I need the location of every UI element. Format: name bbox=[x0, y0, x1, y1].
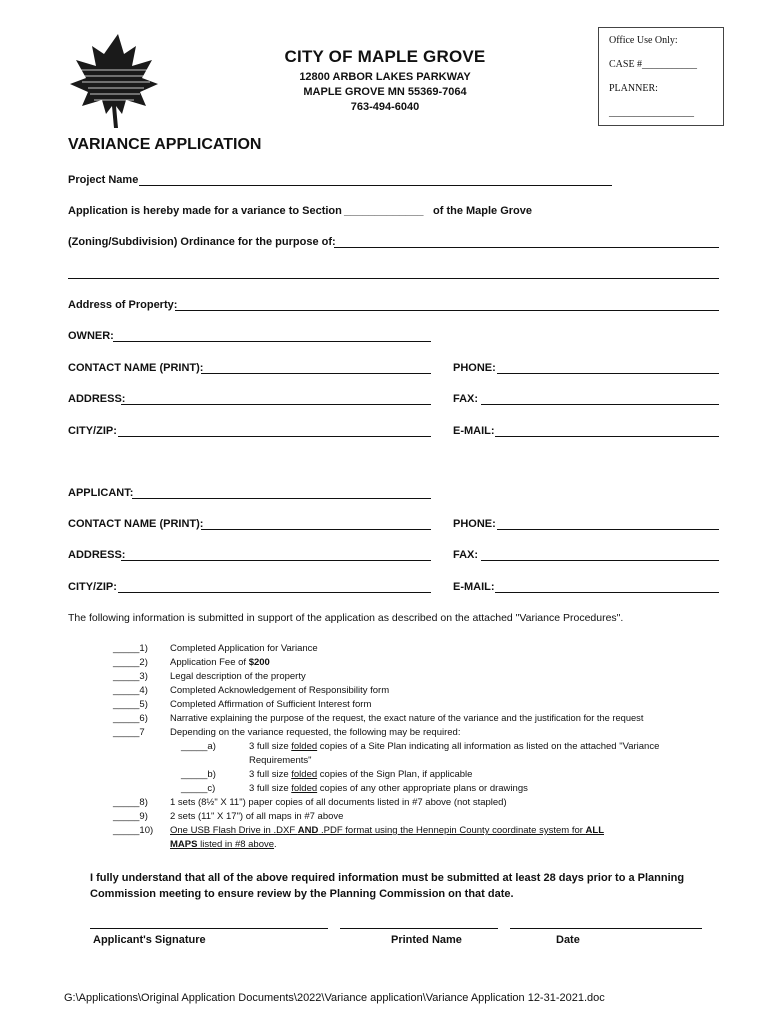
section-number-field[interactable]: _____________ bbox=[344, 205, 424, 217]
city-address-line1: 12800 ARBOR LAKES PARKWAY bbox=[299, 71, 471, 83]
checklist-item-5: Completed Affirmation of Sufficient Interest form bbox=[170, 699, 372, 710]
checklist-blank-1[interactable]: _____1) bbox=[113, 643, 148, 654]
checklist-blank-7c[interactable]: _____c) bbox=[181, 783, 216, 794]
checklist-blank-8[interactable]: _____8) bbox=[113, 797, 148, 808]
applicant-address-label: ADDRESS: bbox=[68, 549, 126, 561]
printed-name-field[interactable] bbox=[340, 928, 498, 929]
applicant-label: APPLICANT: bbox=[68, 487, 134, 499]
project-name-field[interactable] bbox=[139, 185, 612, 186]
checklist-item-7a: 3 full size folded copies of a Site Plan indicating all information as listed on the attached "Variance bbox=[249, 741, 660, 752]
purpose-label: (Zoning/Subdivision) Ordinance for the purpose of: bbox=[68, 236, 336, 248]
applicant-phone-field[interactable] bbox=[497, 529, 719, 530]
checklist-item-9: 2 sets (11" X 17") of all maps in #7 above bbox=[170, 811, 344, 822]
checklist-blank-4[interactable]: _____4) bbox=[113, 685, 148, 696]
applicant-email-field[interactable] bbox=[495, 592, 719, 593]
owner-phone-label: PHONE: bbox=[453, 362, 496, 374]
owner-field[interactable] bbox=[113, 341, 431, 342]
office-planner-label: PLANNER: bbox=[609, 83, 658, 94]
property-address-label: Address of Property: bbox=[68, 299, 178, 311]
owner-email-label: E-MAIL: bbox=[453, 425, 495, 437]
purpose-field-line2[interactable] bbox=[68, 278, 719, 279]
owner-fax-field[interactable] bbox=[481, 404, 719, 405]
applicant-address-field[interactable] bbox=[121, 560, 431, 561]
owner-label: OWNER: bbox=[68, 330, 114, 342]
footer-file-path: G:\Applications\Original Application Documents\2022\Variance application\Variance Application 12-31-2021.doc bbox=[64, 992, 605, 1004]
checklist-blank-7[interactable]: _____7 bbox=[113, 727, 145, 738]
applicant-cityzip-field[interactable] bbox=[118, 592, 431, 593]
applicant-phone-label: PHONE: bbox=[453, 518, 496, 530]
applicant-signature-label: Applicant's Signature bbox=[93, 934, 206, 946]
checklist-blank-2[interactable]: _____2) bbox=[113, 657, 148, 668]
form-title: VARIANCE APPLICATION bbox=[68, 136, 262, 153]
owner-cityzip-field[interactable] bbox=[118, 436, 431, 437]
owner-address-label: ADDRESS: bbox=[68, 393, 126, 405]
owner-email-field[interactable] bbox=[495, 436, 719, 437]
applicant-fax-label: FAX: bbox=[453, 549, 479, 561]
city-phone: 763-494-6040 bbox=[350, 101, 420, 113]
checklist-item-7: Depending on the variance requested, the following may be required: bbox=[170, 727, 461, 738]
checklist-blank-6[interactable]: _____6) bbox=[113, 713, 148, 724]
checklist-item-2: Application Fee of $200 bbox=[170, 657, 270, 668]
checklist-item-1: Completed Application for Variance bbox=[170, 643, 318, 654]
property-address-field[interactable] bbox=[175, 310, 719, 311]
applicant-field[interactable] bbox=[132, 498, 431, 499]
owner-fax-label: FAX: bbox=[453, 393, 479, 405]
date-label: Date bbox=[556, 934, 580, 946]
office-use-box bbox=[598, 27, 724, 126]
checklist-blank-9[interactable]: _____9) bbox=[113, 811, 148, 822]
application-suffix: of the Maple Grove bbox=[433, 205, 533, 217]
applicant-cityzip-label: CITY/ZIP: bbox=[68, 581, 117, 593]
city-address-line2: MAPLE GROVE MN 55369-7064 bbox=[303, 86, 467, 98]
checklist-item-3: Legal description of the property bbox=[170, 671, 306, 682]
checklist-blank-3[interactable]: _____3) bbox=[113, 671, 148, 682]
owner-address-field[interactable] bbox=[121, 404, 431, 405]
checklist-intro: The following information is submitted in support of the application as described on the attached "Variance Procedures". bbox=[68, 612, 624, 624]
checklist-blank-7a[interactable]: _____a) bbox=[181, 741, 216, 752]
applicant-fax-field[interactable] bbox=[481, 560, 719, 561]
office-planner-field[interactable]: _________________ bbox=[609, 107, 694, 118]
checklist-blank-7b[interactable]: _____b) bbox=[181, 769, 216, 780]
applicant-contact-field[interactable] bbox=[201, 529, 431, 530]
application-prefix: Application is hereby made for a variance to Section bbox=[68, 205, 342, 217]
applicant-signature-field[interactable] bbox=[90, 928, 328, 929]
owner-cityzip-label: CITY/ZIP: bbox=[68, 425, 117, 437]
project-name-label: Project Name bbox=[68, 174, 139, 186]
city-name: CITY OF MAPLE GROVE bbox=[284, 47, 486, 66]
checklist-blank-10[interactable]: _____10) bbox=[113, 825, 154, 836]
date-field[interactable] bbox=[510, 928, 702, 929]
owner-phone-field[interactable] bbox=[497, 373, 719, 374]
owner-contact-label: CONTACT NAME (PRINT): bbox=[68, 362, 204, 374]
office-case-field[interactable]: CASE #___________ bbox=[609, 59, 698, 70]
applicant-contact-label: CONTACT NAME (PRINT): bbox=[68, 518, 204, 530]
office-use-title: Office Use Only: bbox=[609, 35, 678, 46]
checklist-item-8: 1 sets (8½" X 11") paper copies of all documents listed in #7 above (not stapled) bbox=[170, 797, 507, 808]
owner-contact-field[interactable] bbox=[201, 373, 431, 374]
checklist-item-7c: 3 full size folded copies of any other appropriate plans or drawings bbox=[249, 783, 528, 794]
checklist-item-7a-cont: Requirements" bbox=[249, 755, 312, 766]
checklist-item-7b: 3 full size folded copies of the Sign Plan, if applicable bbox=[249, 769, 473, 780]
checklist-blank-5[interactable]: _____5) bbox=[113, 699, 148, 710]
checklist-item-10-cont: MAPS listed in #8 above. bbox=[170, 839, 277, 850]
checklist-item-10: One USB Flash Drive in .DXF AND .PDF format using the Hennepin County coordinate system for ALL bbox=[170, 825, 605, 836]
acknowledgement-statement: I fully understand that all of the above required information must be submitted at least 28 days prior to a Planning Commission meeting to ensure review by the Planning Commission on that date. bbox=[90, 872, 685, 900]
checklist-item-6: Narrative explaining the purpose of the request, the exact nature of the variance and the justification for the request bbox=[170, 713, 644, 723]
applicant-email-label: E-MAIL: bbox=[453, 581, 495, 593]
application-fee: $200 bbox=[248, 657, 270, 668]
purpose-field[interactable] bbox=[334, 247, 719, 248]
checklist-item-4: Completed Acknowledgement of Responsibility form bbox=[170, 685, 390, 696]
printed-name-label: Printed Name bbox=[391, 934, 462, 946]
